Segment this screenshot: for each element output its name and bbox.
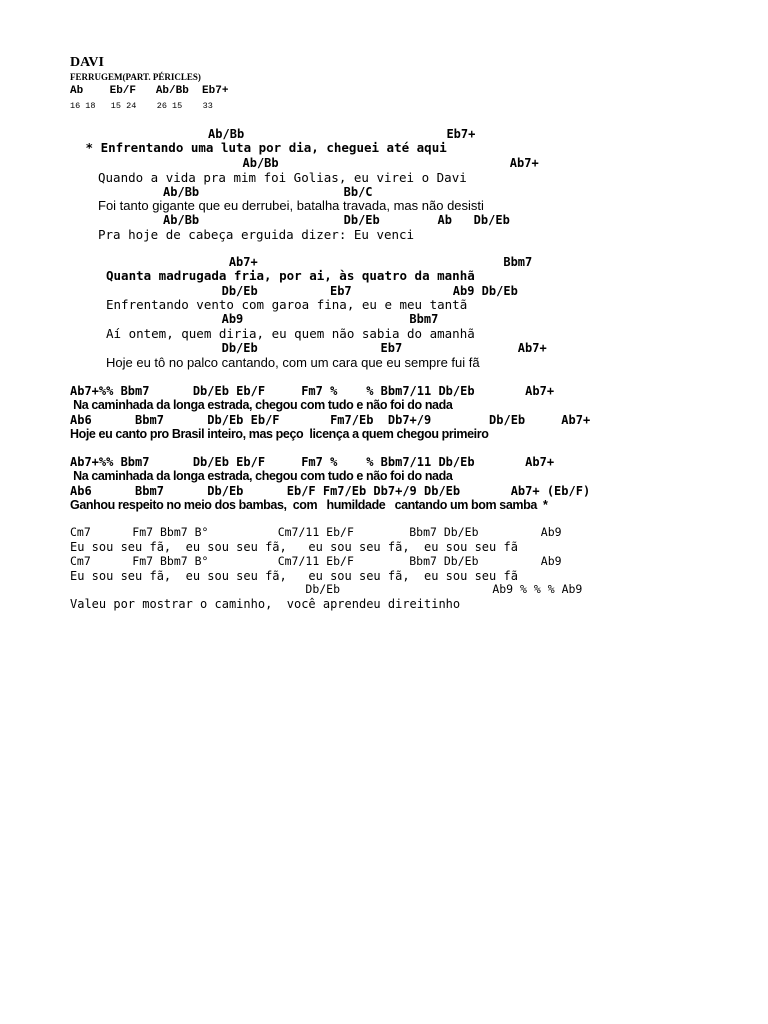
lyric-line: Quanta madrugada fria, por ai, às quatro da manhã	[106, 268, 475, 283]
lyric-line: Pra hoje de cabeça erguida dizer: Eu venci	[98, 227, 415, 242]
lyric-line: Eu sou seu fã, eu sou seu fã, eu sou seu fã, eu sou seu fã	[70, 540, 518, 554]
intro-fret-numbers: 16 18 15 24 26 15 33	[70, 101, 213, 111]
chord-line: Db/Eb Ab9 % % % Ab9	[70, 582, 583, 596]
lyric-line: Valeu por mostrar o caminho, você aprendeu direitinho	[70, 597, 461, 611]
chord-line: Ab/Bb Ab7+	[98, 156, 539, 170]
chord-line: Db/Eb Eb7 Ab9 Db/Eb	[106, 284, 518, 298]
lyric-line: Eu sou seu fã, eu sou seu fã, eu sou seu fã, eu sou seu fã	[70, 569, 518, 583]
lyric-line: Aí ontem, quem diria, eu quem não sabia do amanhã	[106, 326, 475, 341]
chord-line: Db/Eb Eb7 Ab7+	[106, 341, 547, 355]
chord-line: Ab7+%% Bbm7 Db/Eb Eb/F Fm7 % % Bbm7/11 Db/Eb Ab7+	[70, 455, 555, 469]
intro-chords: Ab Eb/F Ab/Bb Eb7+	[70, 85, 229, 97]
lyric-line: Quando a vida pra mim foi Golias, eu virei o Davi	[98, 170, 467, 185]
chord-line: Ab7+ Bbm7	[106, 255, 533, 269]
lyric-line: Na caminhada da longa estrada, chegou com tudo e não foi do nada	[70, 398, 453, 412]
song-title: DAVI	[70, 55, 104, 70]
lyric-line: Enfrentando vento com garoa fina, eu e meu tantã	[106, 297, 468, 312]
chord-line: Ab/Bb Eb7+	[78, 127, 476, 141]
chord-line: Cm7 Fm7 Bbm7 B° Cm7/11 Eb/F Bbm7 Db/Eb Ab9	[70, 525, 562, 539]
chord-line: Ab/Bb Bb/C	[98, 185, 373, 199]
chord-line: Ab6 Bbm7 Db/Eb Eb/F Fm7/Eb Db7+/9 Db/Eb Ab7+ (Eb/F)	[70, 484, 591, 498]
chord-line: Cm7 Fm7 Bbm7 B° Cm7/11 Eb/F Bbm7 Db/Eb Ab9	[70, 554, 562, 568]
chord-line: Ab7+%% Bbm7 Db/Eb Eb/F Fm7 % % Bbm7/11 Db/Eb Ab7+	[70, 384, 555, 398]
artist-line: FERRUGEM(PART. PÉRICLES)	[70, 72, 201, 82]
lyric-line: Na caminhada da longa estrada, chegou com tudo e não foi do nada	[70, 469, 453, 483]
chord-line: Ab6 Bbm7 Db/Eb Eb/F Fm7/Eb Db7+/9 Db/Eb Ab7+	[70, 413, 591, 427]
lyric-line: Ganhou respeito no meio dos bambas, com humildade cantando um bom samba *	[70, 498, 548, 512]
lyric-line: Hoje eu tô no palco cantando, com um cara que eu sempre fui fã	[106, 355, 480, 370]
lyric-line: Foi tanto gigante que eu derrubei, batalha travada, mas não desisti	[98, 198, 484, 213]
chord-line: Ab9 Bbm7	[106, 312, 439, 326]
chord-line: Ab/Bb Db/Eb Ab Db/Eb	[98, 213, 510, 227]
lyric-line: Hoje eu canto pro Brasil inteiro, mas peço licença a quem chegou primeiro	[70, 427, 489, 441]
lyric-line: * Enfrentando uma luta por dia, cheguei até aqui	[78, 140, 447, 155]
